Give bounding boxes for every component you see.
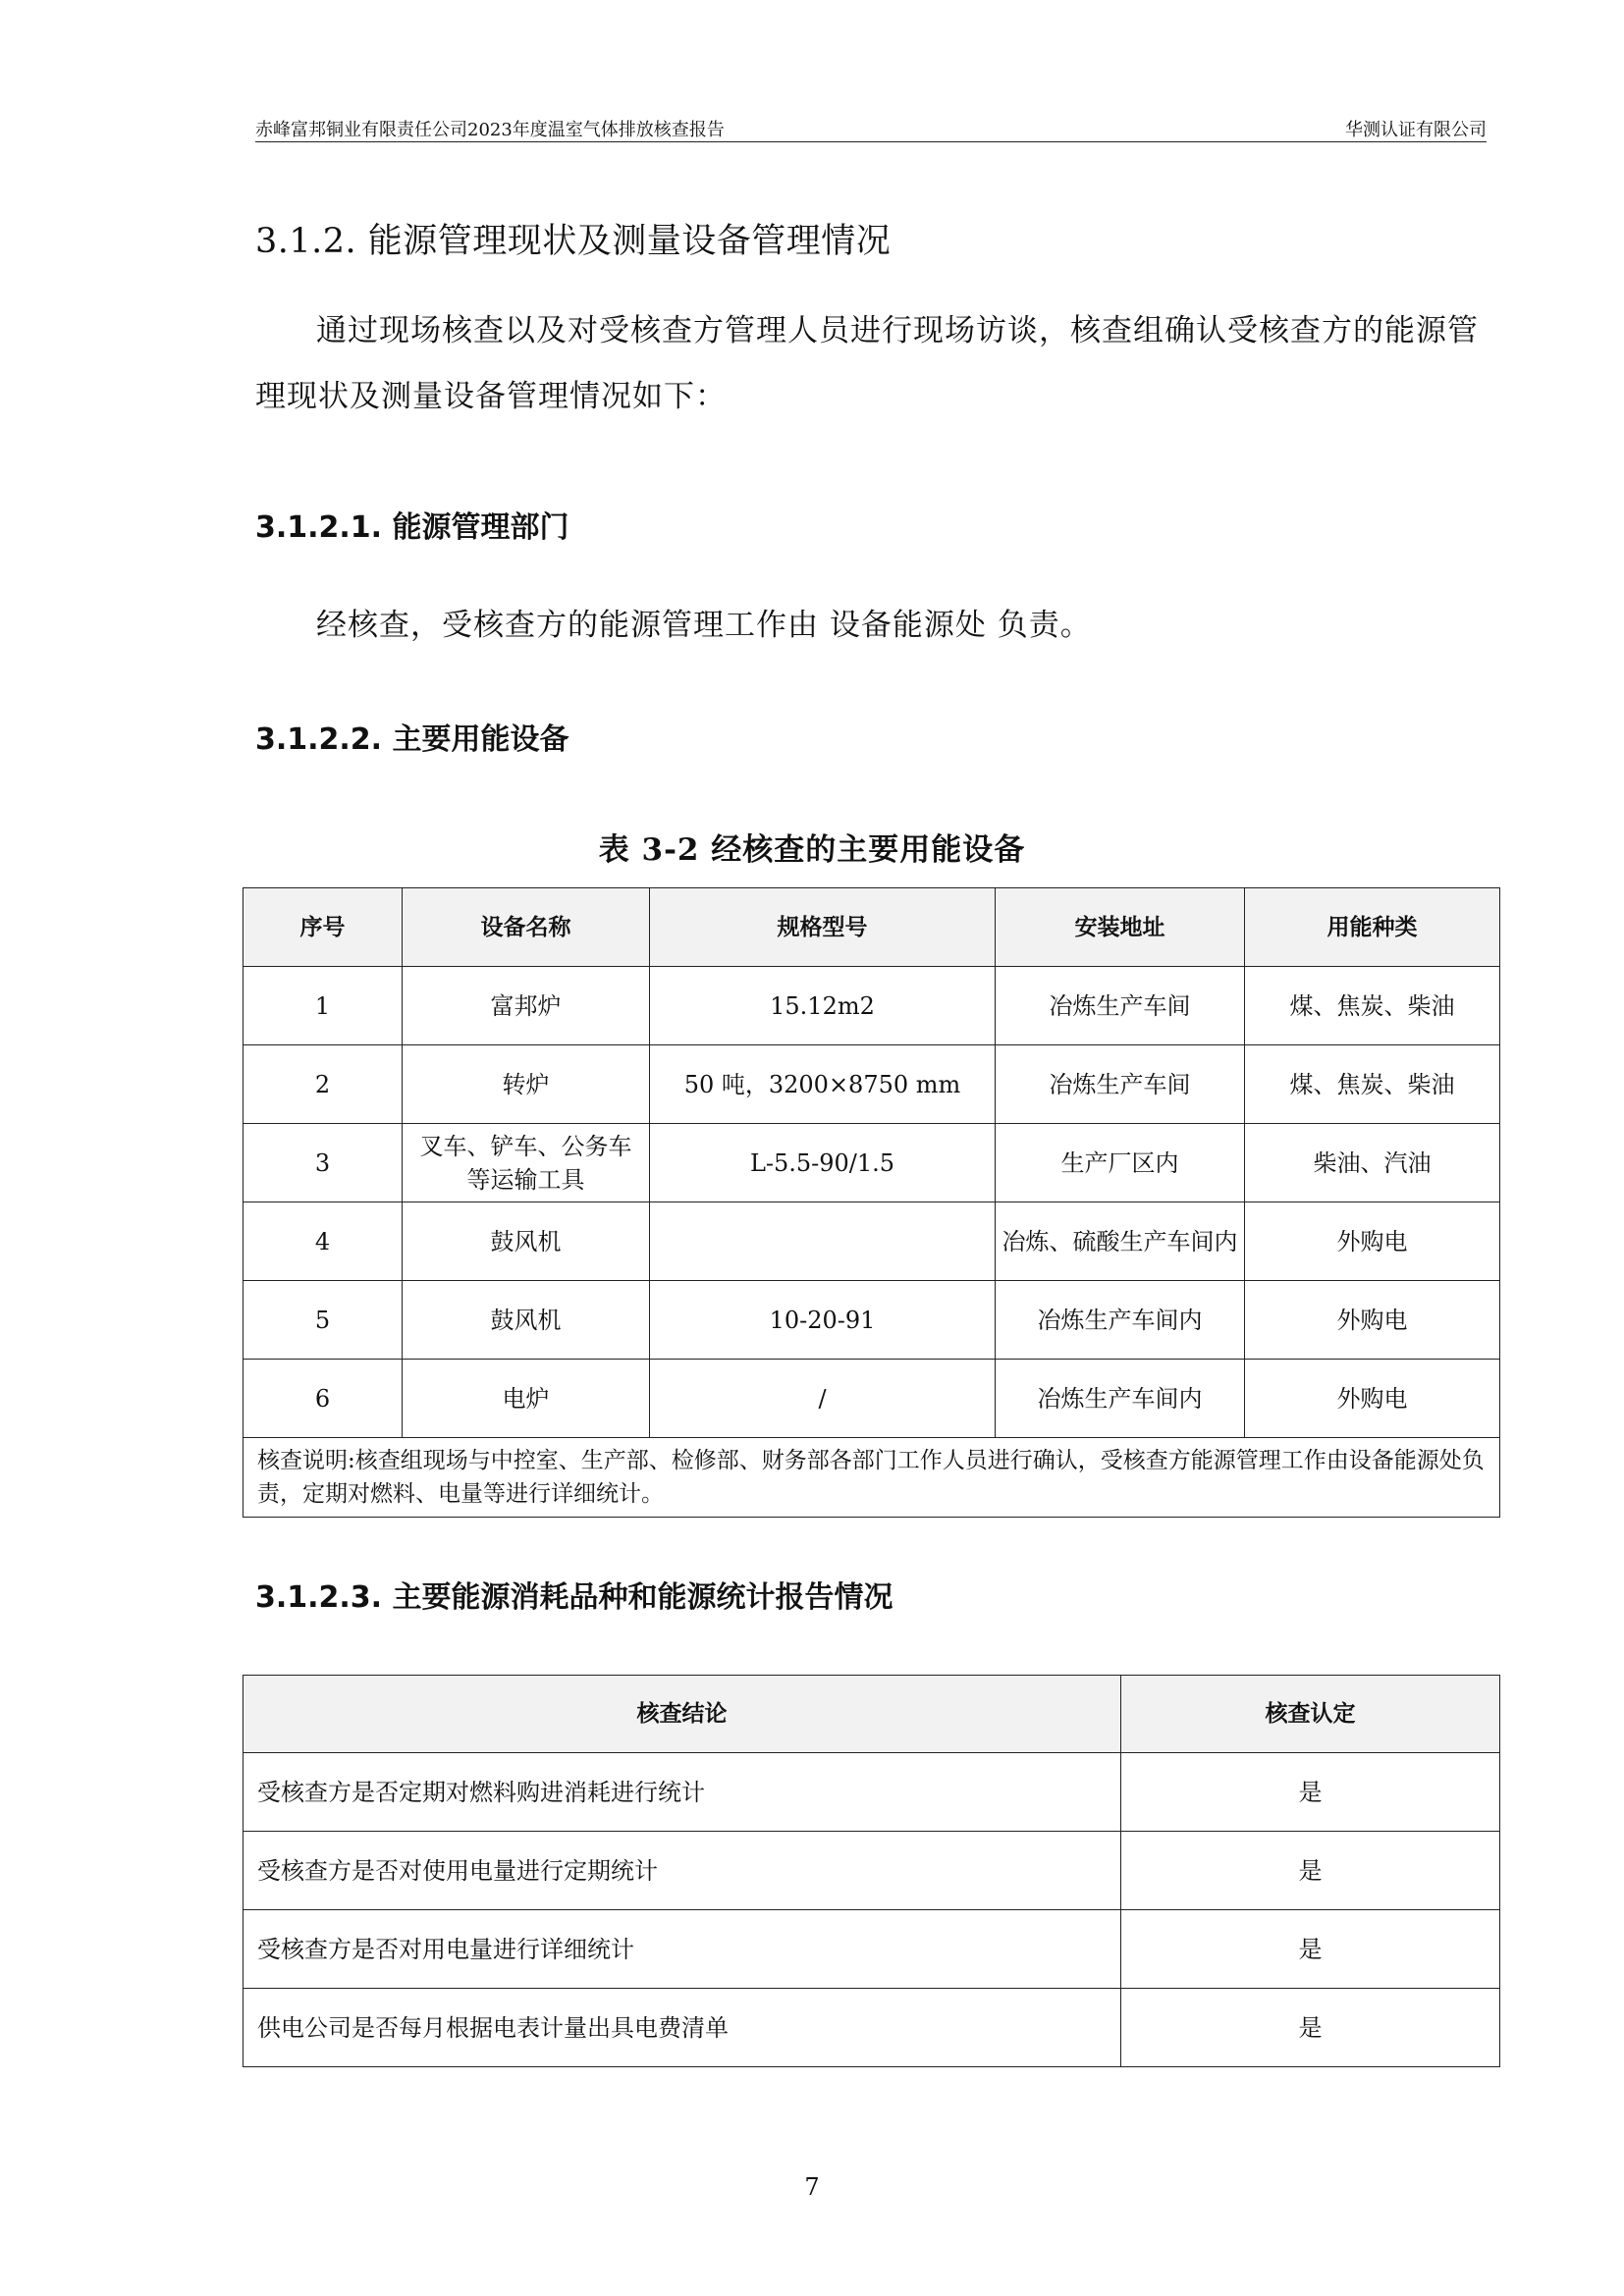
table-row <box>244 1281 1500 1360</box>
col-header: 规格型号 <box>650 888 996 967</box>
table-cell: 鼓风机 <box>403 1281 650 1360</box>
table-header-row <box>244 1676 1500 1753</box>
table-row <box>244 1989 1500 2067</box>
table-row <box>244 1360 1500 1438</box>
table-cell: 供电公司是否每月根据电表计量出具电费清单 <box>244 1989 1121 2067</box>
sub2-heading: 3.1.2.2. 主要用能设备 <box>255 722 569 757</box>
table-cell: 50 吨，3200×8750 mm <box>650 1045 996 1124</box>
table-row <box>244 967 1500 1045</box>
table-cell: 受核查方是否对使用电量进行定期统计 <box>244 1832 1121 1910</box>
table-cell: 5 <box>244 1281 403 1360</box>
table-cell: 是 <box>1121 1910 1500 1989</box>
table-cell: 电炉 <box>403 1360 650 1438</box>
statistics-table <box>243 1675 1500 2067</box>
table-cell: 4 <box>244 1202 403 1281</box>
table-cell: 煤、焦炭、柴油 <box>1245 1045 1500 1124</box>
table-cell: 受核查方是否对用电量进行详细统计 <box>244 1910 1121 1989</box>
table-row <box>244 1124 1500 1202</box>
table-cell: 柴油、汽油 <box>1245 1124 1500 1202</box>
table-cell: 生产厂区内 <box>996 1124 1245 1202</box>
section-intro: 通过现场核查以及对受核查方管理人员进行现场访谈，核查组确认受核查方的能源管理现状及测量设备管理情况如下： <box>255 313 1479 414</box>
table-cell: 冶炼生产车间内 <box>996 1281 1245 1360</box>
table-cell <box>650 1202 996 1281</box>
table-cell: 冶炼生产车间 <box>996 1045 1245 1124</box>
col-header: 核查结论 <box>244 1676 1121 1753</box>
table-note-row <box>244 1438 1500 1518</box>
table-cell: 转炉 <box>403 1045 650 1124</box>
table-cell: 富邦炉 <box>403 967 650 1045</box>
table-cell: 是 <box>1121 1989 1500 2067</box>
table-note: 核查说明:核查组现场与中控室、生产部、检修部、财务部各部门工作人员进行确认，受核查方能源管理工作由设备能源处负责，定期对燃料、电量等进行详细统计。 <box>244 1438 1500 1518</box>
table-cell: 冶炼生产车间内 <box>996 1360 1245 1438</box>
table-cell: / <box>650 1360 996 1438</box>
table-cell: 是 <box>1121 1832 1500 1910</box>
table-caption: 表 3-2 经核查的主要用能设备 <box>598 832 1026 868</box>
table-cell: 冶炼生产车间 <box>996 967 1245 1045</box>
col-header: 设备名称 <box>403 888 650 967</box>
table-row <box>244 1910 1500 1989</box>
table-cell: 外购电 <box>1245 1281 1500 1360</box>
col-header: 安装地址 <box>996 888 1245 967</box>
header-company: 华测认证有限公司 <box>1345 120 1487 140</box>
table-cell: 2 <box>244 1045 403 1124</box>
table-header-row <box>244 888 1500 967</box>
table-cell: 3 <box>244 1124 403 1202</box>
table-row <box>244 1202 1500 1281</box>
table-cell: 外购电 <box>1245 1360 1500 1438</box>
table-cell: 10-20-91 <box>650 1281 996 1360</box>
table-cell: 冶炼、硫酸生产车间内 <box>996 1202 1245 1281</box>
table-cell: 6 <box>244 1360 403 1438</box>
header-report-title: 赤峰富邦铜业有限责任公司2023年度温室气体排放核查报告 <box>255 120 725 140</box>
equipment-table <box>243 887 1500 1518</box>
table-cell: 煤、焦炭、柴油 <box>1245 967 1500 1045</box>
table-cell: 受核查方是否定期对燃料购进消耗进行统计 <box>244 1753 1121 1832</box>
sub1-text: 经核查，受核查方的能源管理工作由 设备能源处 负责。 <box>316 608 1092 643</box>
table-cell: 外购电 <box>1245 1202 1500 1281</box>
table-cell: 是 <box>1121 1753 1500 1832</box>
table-cell: 1 <box>244 967 403 1045</box>
col-header: 序号 <box>244 888 403 967</box>
col-header: 核查认定 <box>1121 1676 1500 1753</box>
page-number: 7 <box>804 2173 820 2201</box>
table-cell: 叉车、铲车、公务车等运输工具 <box>403 1124 650 1202</box>
table-row <box>244 1832 1500 1910</box>
sub3-heading: 3.1.2.3. 主要能源消耗品种和能源统计报告情况 <box>255 1580 893 1615</box>
table-cell: L-5.5-90/1.5 <box>650 1124 996 1202</box>
table-row <box>244 1753 1500 1832</box>
table-cell: 鼓风机 <box>403 1202 650 1281</box>
sub1-heading: 3.1.2.1. 能源管理部门 <box>255 510 569 545</box>
table-cell: 15.12m2 <box>650 967 996 1045</box>
page-header <box>255 112 1487 142</box>
section-heading: 3.1.2. 能源管理现状及测量设备管理情况 <box>255 222 892 261</box>
table-row <box>244 1045 1500 1124</box>
col-header: 用能种类 <box>1245 888 1500 967</box>
